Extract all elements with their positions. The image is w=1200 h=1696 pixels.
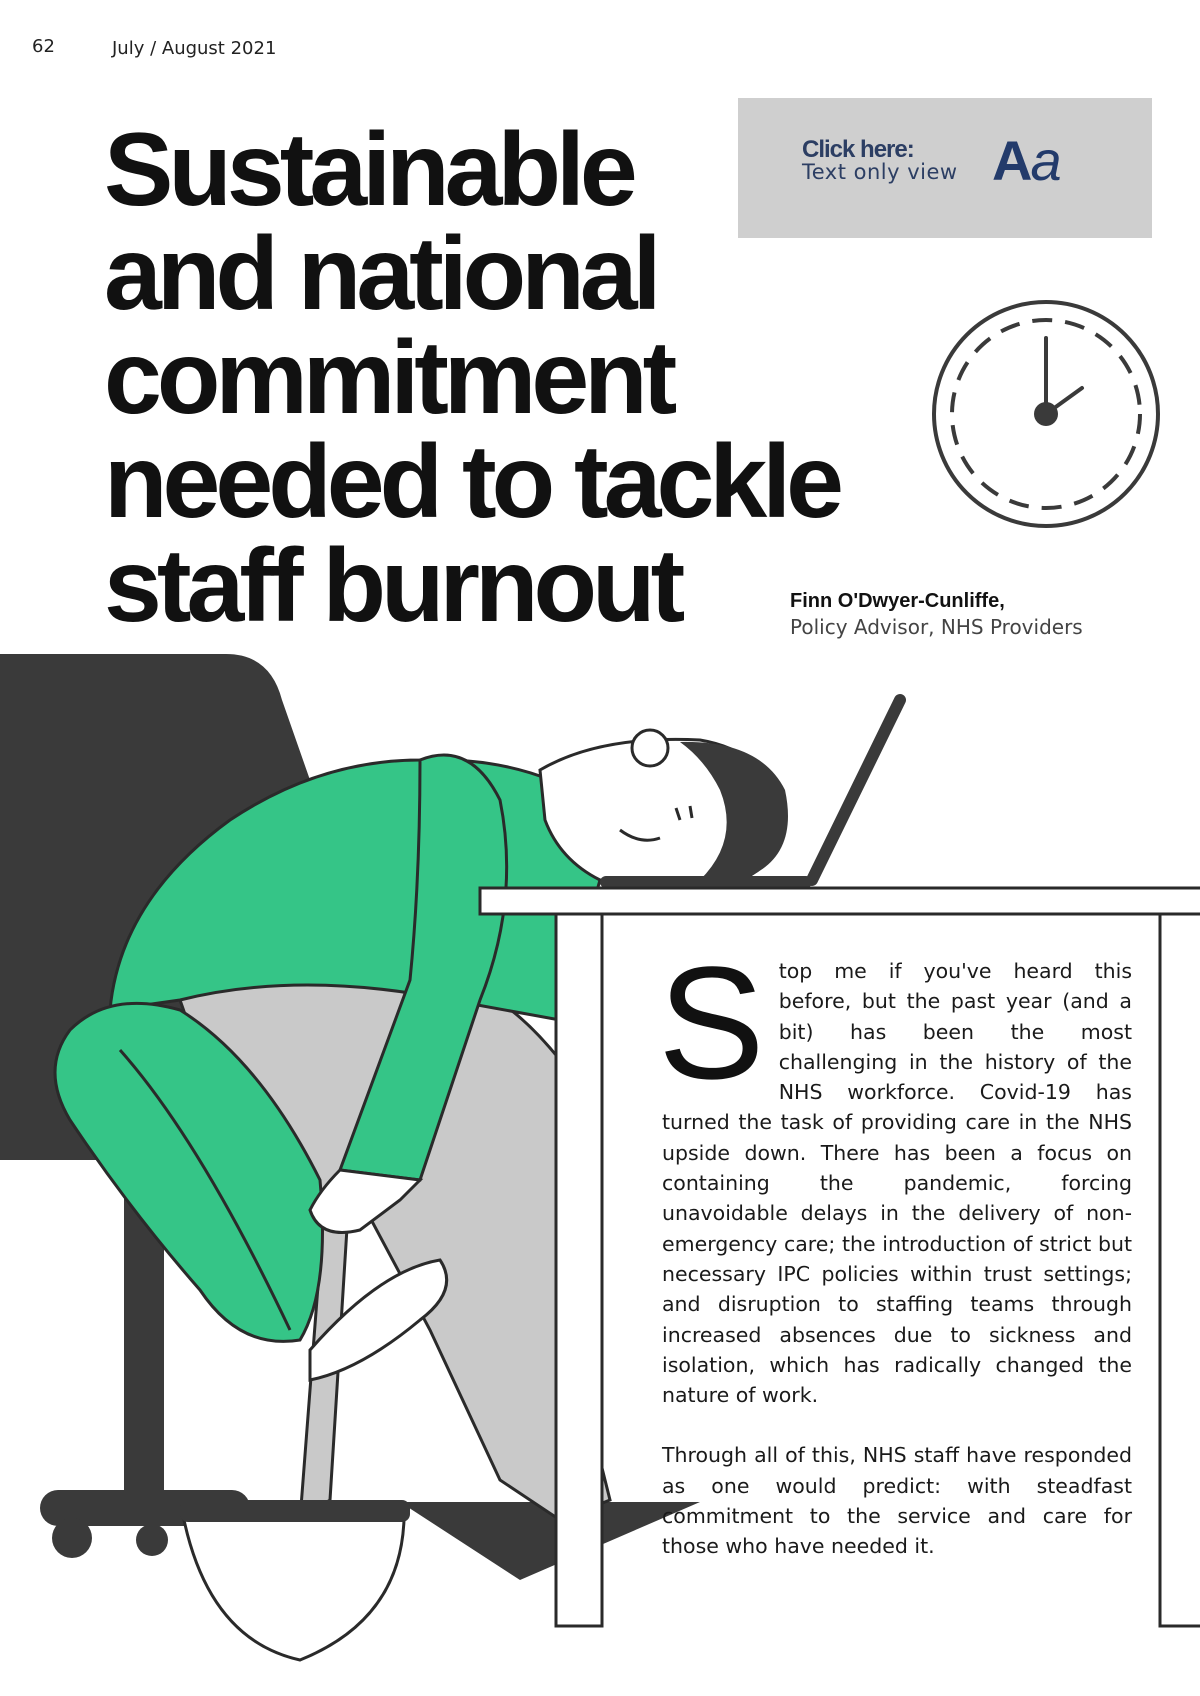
page-number: 62 xyxy=(32,36,55,57)
aa-icon-italic: a xyxy=(1030,129,1060,192)
text-only-view-button[interactable] xyxy=(738,98,1152,238)
article-paragraph-1 xyxy=(658,933,1132,1410)
headline-line: and national xyxy=(104,216,657,332)
headline-line: commitment xyxy=(104,320,673,436)
aa-icon-bold: A xyxy=(992,129,1031,192)
paragraph-1-text: top me if you've heard this before, but the past year (and a bit) has been the most challenging in the history of the NHS workforce. Covid-19 has turned the task of providing care in the NHS upside down. There has been a focus on containing the pandemic, forcing unavoidable delays in the delivery of non-emergency care; the introduction of strict but necessary IPC policies within trust settings; and disruption to staffing teams through increased absences due to sickness and isolation, which has radically changed the nature of work. xyxy=(662,959,1132,1408)
headline-line: needed to tackle xyxy=(104,424,839,540)
click-here-label: Click here: xyxy=(802,136,914,163)
author-role: Policy Advisor, NHS Providers xyxy=(790,615,1083,639)
article-paragraph-2: Through all of this, NHS staff have responded as one would predict: with steadfast commitment to the service and care for those who have needed it. xyxy=(662,1443,1132,1559)
headline-line: Sustainable xyxy=(104,112,633,228)
text-only-view-label: Text only view xyxy=(802,160,958,184)
article-body xyxy=(658,933,1132,1592)
headline-line: staff burnout xyxy=(104,528,681,644)
byline xyxy=(790,588,1083,640)
issue-date: July / August 2021 xyxy=(112,38,277,59)
author-name: Finn O'Dwyer-Cunliffe, xyxy=(790,590,1005,612)
clock-icon xyxy=(930,298,1162,530)
font-aa-icon xyxy=(992,128,1060,193)
article-headline xyxy=(104,112,839,644)
drop-cap: S xyxy=(658,933,765,1112)
